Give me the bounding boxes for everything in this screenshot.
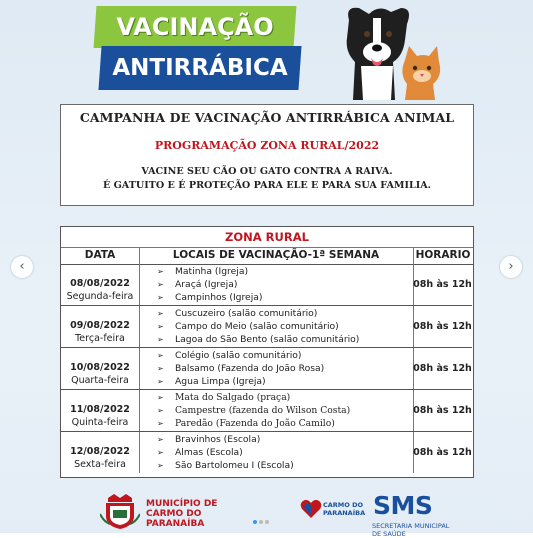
locations-cell — [139, 306, 414, 347]
arrow-bullet-icon: ➢ — [157, 377, 164, 386]
date-value: 12/08/2022 — [70, 446, 130, 457]
locations-cell — [139, 264, 414, 305]
carousel-dot[interactable] — [265, 520, 269, 524]
campaign-message-line2: É GATUITO E É PROTEÇÃO PARA ELE E PARA SUA FAMILIA. — [102, 180, 432, 191]
arrow-bullet-icon: ➢ — [157, 435, 164, 444]
date-cell — [61, 348, 140, 389]
date-value: 09/08/2022 — [70, 320, 130, 331]
campaign-title: CAMPANHA DE VACINAÇÃO ANTIRRÁBICA ANIMAL — [79, 110, 455, 125]
arrow-bullet-icon: ➢ — [157, 267, 164, 276]
arrow-bullet-icon: ➢ — [157, 419, 164, 428]
chevron-right-icon: › — [508, 259, 514, 274]
table-row — [61, 306, 472, 348]
municipality-name — [146, 499, 217, 529]
carousel-dot[interactable] — [259, 520, 263, 524]
arrow-bullet-icon: ➢ — [157, 393, 164, 402]
arrow-bullet-icon: ➢ — [157, 280, 164, 289]
table-row — [61, 432, 472, 473]
date-cell — [61, 390, 140, 431]
arrow-bullet-icon: ➢ — [157, 322, 164, 331]
banner-line1: VACINAÇÃO — [116, 13, 274, 41]
arrow-bullet-icon: ➢ — [157, 293, 164, 302]
table-row — [61, 348, 472, 390]
location-text: Balsamo (Fazenda do João Rosa) — [175, 363, 325, 374]
weekday-value: Quarta-feira — [71, 375, 129, 386]
time-cell: 08h às 12h — [413, 321, 472, 332]
column-header-horario: HORARIO — [413, 247, 473, 265]
location-text: Campo do Meio (salão comunitário) — [175, 321, 339, 332]
sms-logo: SMS — [373, 491, 433, 520]
location-text: São Bartolomeu I (Escola) — [175, 460, 294, 471]
time-cell: 08h às 12h — [413, 405, 472, 416]
campaign-info-box — [60, 104, 474, 206]
time-cell: 08h às 12h — [413, 279, 472, 290]
arrow-bullet-icon: ➢ — [157, 335, 164, 344]
column-header-data: DATA — [61, 247, 140, 265]
location-text: Cuscuzeiro (salão comunitário) — [175, 308, 318, 319]
municipality-line2: CARMO DO — [146, 509, 202, 519]
date-value: 10/08/2022 — [70, 362, 130, 373]
carousel-dots — [252, 509, 270, 528]
time-cell: 08h às 12h — [413, 363, 472, 374]
banner-line2: ANTIRRÁBICA — [112, 55, 288, 81]
arrow-bullet-icon: ➢ — [157, 448, 164, 457]
municipality-line1: MUNICÍPIO DE — [146, 499, 218, 509]
locations-cell — [139, 348, 414, 389]
location-text: Agua Limpa (Igreja) — [175, 376, 266, 387]
weekday-value: Terça-feira — [75, 333, 125, 344]
location-text: Mata do Salgado (praça) — [175, 392, 291, 403]
carmo-paranaiba-logo-text — [323, 501, 365, 517]
time-cell: 08h às 12h — [413, 447, 472, 458]
chevron-left-icon: ‹ — [19, 259, 25, 274]
location-text: Bravinhos (Escola) — [175, 434, 261, 445]
location-text: Campinhos (Igreja) — [175, 292, 263, 303]
arrow-bullet-icon: ➢ — [157, 364, 164, 373]
carousel-next-button[interactable] — [500, 256, 522, 278]
column-header-locais: LOCAIS DE VACINAÇÃO-1ª SEMANA — [139, 247, 414, 265]
campaign-message-line1: VACINE SEU CÃO OU GATO CONTRA A RAIVA. — [141, 166, 393, 177]
weekday-value: Segunda-feira — [66, 291, 134, 302]
location-text: Lagoa do São Bento (salão comunitário) — [175, 334, 360, 345]
date-value: 11/08/2022 — [70, 404, 130, 415]
weekday-value: Quinta-feira — [71, 417, 129, 428]
date-cell — [61, 306, 140, 347]
location-text: Campestre (fazenda do Wilson Costa) — [175, 405, 351, 416]
location-text: Matinha (Igreja) — [175, 266, 249, 277]
arrow-bullet-icon: ➢ — [157, 406, 164, 415]
municipal-crest-icon — [100, 494, 140, 530]
location-text: Paredão (Fazenda do João Camilo) — [175, 418, 335, 429]
locations-cell — [139, 390, 414, 431]
sms-subtitle: SECRETARIA MUNICIPAL DE SAÚDE — [372, 522, 450, 538]
dog-and-cat-illustration — [335, 0, 445, 102]
carousel-prev-button[interactable] — [11, 256, 33, 278]
date-cell — [61, 432, 140, 473]
table-title: ZONA RURAL — [61, 227, 473, 248]
cp-line1: CARMO DO — [323, 501, 363, 509]
table-row — [61, 390, 472, 432]
heart-logo-icon — [300, 499, 322, 519]
cp-line2: PARANAÍBA — [323, 509, 366, 517]
location-text: Colégio (salão comunitário) — [175, 350, 302, 361]
weekday-value: Sexta-feira — [74, 459, 126, 470]
table-row — [61, 264, 472, 306]
date-value: 08/08/2022 — [70, 278, 130, 289]
campaign-subtitle: PROGRAMAÇÃO ZONA RURAL/2022 — [154, 139, 380, 152]
municipality-line3: PARANAÍBA — [146, 519, 205, 529]
carousel-dot[interactable] — [253, 520, 257, 524]
location-text: Almas (Escola) — [175, 447, 243, 458]
date-cell — [61, 264, 140, 305]
location-text: Araçá (Igreja) — [175, 279, 238, 290]
schedule-table — [60, 226, 474, 478]
arrow-bullet-icon: ➢ — [157, 351, 164, 360]
locations-cell — [139, 432, 414, 473]
arrow-bullet-icon: ➢ — [157, 309, 164, 318]
arrow-bullet-icon: ➢ — [157, 461, 164, 470]
